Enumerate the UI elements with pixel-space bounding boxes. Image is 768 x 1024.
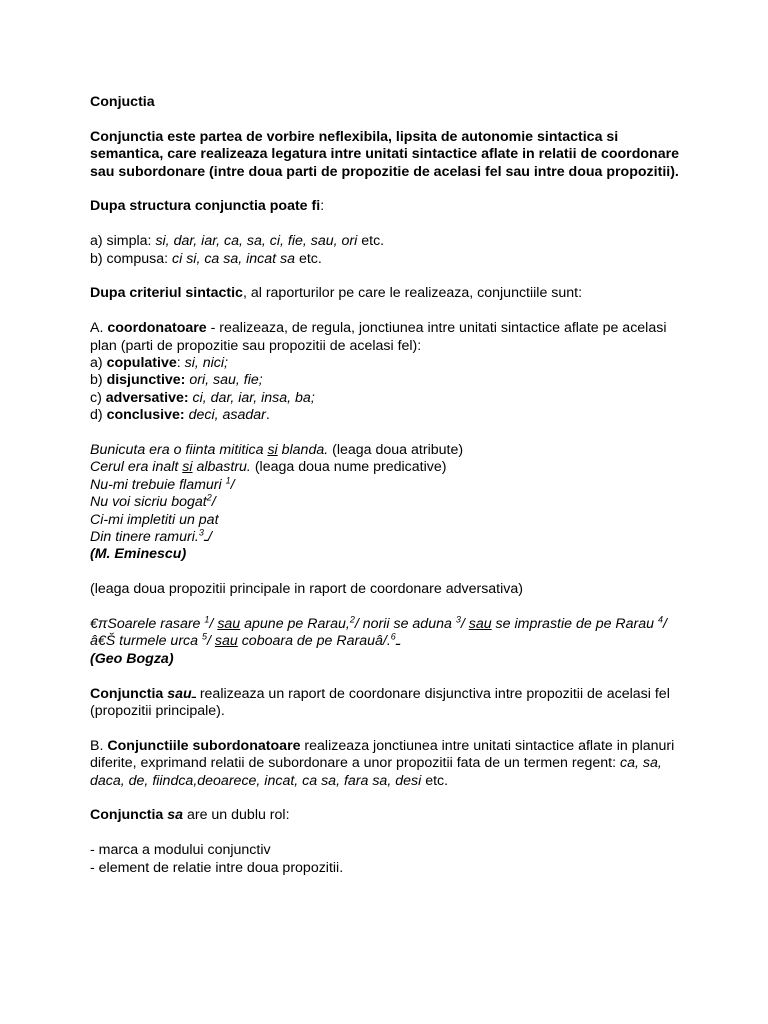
sa-paragraph (90, 807, 690, 824)
syntactic-heading: Dupa criteriul sintactic (90, 285, 243, 302)
example-text: se imprastie de pe Rarau (491, 616, 659, 633)
example-text: / (209, 616, 218, 633)
example-superscript: 1 (204, 614, 210, 625)
sa-label: Conjunctia (90, 807, 168, 824)
example-note: (leaga doua nume predicative) (250, 459, 447, 476)
subordinating-term: Conjunctiile subordonatoare (107, 737, 301, 754)
sau-word: sau (167, 685, 192, 702)
sau-label: Conjunctia (90, 685, 168, 702)
subordinating-examples: ca, sa, daca, de, fiindca,deoarece, incat, ca sa, fara sa, desi (90, 755, 662, 789)
example-text: / (207, 633, 215, 650)
verse-slash: / (230, 476, 235, 493)
example-text: /â€Š turmele urca (90, 616, 667, 650)
example-conjunction: si (182, 459, 193, 476)
structure-compound (90, 251, 690, 268)
example-superscript: 2 (349, 614, 355, 625)
subordinating-paragraph (90, 738, 690, 790)
example-sentence (90, 459, 690, 476)
example-text: / norii se aduna (354, 616, 456, 633)
item-examples: ci, dar, iar, insa, ba; (192, 389, 315, 406)
item-label: adversative: (105, 389, 189, 406)
item-examples: si, nici; (184, 355, 228, 372)
item-examples: deci, asadar (188, 407, 266, 424)
example-superscript: 5 (201, 631, 207, 642)
verse-superscript: 2 (206, 492, 212, 503)
example-conjunction: sau (217, 616, 241, 633)
compound-label: b) compusa: (90, 250, 173, 267)
item-prefix: b) (90, 372, 107, 389)
example-note: (leaga doua atribute) (328, 442, 464, 459)
verse-line (90, 494, 690, 511)
verse-line (90, 477, 690, 494)
example-text: / (460, 616, 469, 633)
syntactic-rest: , al raporturilor pe care le realizeaza, conjunctiile sunt: (242, 285, 583, 302)
item-examples: ori, sau, fie; (189, 372, 263, 389)
sa-list-item: - marca a modului conjunctiv (90, 842, 271, 859)
verse-superscript: 1 (225, 475, 231, 486)
coordinating-item (90, 407, 690, 424)
sa-rest: are un dublu rol: (183, 807, 290, 824)
coordinating-letter: A. (90, 320, 108, 337)
sau-paragraph (90, 686, 690, 721)
subordinating-description: realizeaza jonctiunea intre unitati sintactice aflate in planuri diferite, exprimand relatii de subordonare a unor propozitii fata de un termen regent: (90, 737, 675, 772)
example-superscript: 4 (658, 614, 664, 625)
example-text: Bunicuta era o fiinta mititica (90, 442, 268, 459)
example-superscript: 3 (455, 614, 461, 625)
example-conjunction: sau (214, 633, 238, 650)
item-label: copulative (106, 355, 177, 372)
example-conjunction: si (267, 442, 278, 459)
example-text: ـ (395, 633, 400, 650)
item-prefix: c) (90, 389, 106, 406)
structure-heading-text: Dupa structura conjunctia poate fi (90, 198, 321, 215)
example-text: coboara de pe Rarauâ/. (237, 633, 391, 650)
subordinating-letter: B. (90, 737, 108, 754)
coordinating-paragraph (90, 320, 690, 355)
verse-superscript: 3 (198, 527, 204, 538)
sa-word: sa (167, 807, 184, 824)
example-text: blanda. (277, 442, 329, 459)
example-superscript: 6 (390, 631, 396, 642)
verse-slash: / (211, 494, 216, 511)
simple-etc: etc. (357, 233, 385, 250)
item-prefix: a) (90, 355, 107, 372)
example-conjunction: sau (468, 616, 492, 633)
verse-text: Nu-mi trebuie flamuri (90, 476, 226, 493)
verse-line (90, 529, 690, 546)
document-body (90, 94, 690, 877)
item-label: conclusive: (106, 407, 185, 424)
definition-paragraph: Conjunctia este partea de vorbire neflexibila, lipsita de autonomie sintactica si semantica, care realizeaza legatura intre unitati sintactice aflate in relatii de coordonare sau subordonare (intre doua parti de propozitie de acelasi fel sau intre doua propozitii). (90, 128, 680, 180)
structure-simple (90, 233, 690, 250)
bogza-author: (Geo Bogza) (90, 650, 174, 667)
example-text: Cerul era inalt (90, 459, 183, 476)
coordinating-description: - realizeaza, de regula, jonctiunea intre unitati sintactice aflate pe acelasi plan (parti de propozitie sau propozitii de acelasi fel): (90, 320, 667, 354)
item-end: . (265, 407, 270, 424)
adversative-note: (leaga doua propozitii principale in raport de coordonare adversativa) (90, 581, 523, 598)
verse-text: Din tinere ramuri.ـ (90, 529, 208, 546)
item-label: disjunctive: (106, 372, 186, 389)
item-prefix: d) (90, 407, 107, 424)
verse-line: Ci-mi impletiti un pat (90, 511, 219, 528)
sau-rest: realizeaza un raport de coordonare disjunctiva intre propozitii de acelasi fel (propozitii principale). (90, 685, 670, 720)
subordinating-etc: etc. (421, 772, 449, 789)
example-sentence (90, 442, 690, 459)
compound-etc: etc. (295, 250, 322, 267)
coordinating-item (90, 355, 690, 372)
sa-list-item: - element de relatie intre doua propozitii. (90, 859, 344, 876)
item-sep: : (176, 355, 185, 372)
page-title: Conjuctia (90, 94, 155, 110)
example-text: albastru. (192, 459, 251, 476)
structure-heading-colon: : (320, 198, 325, 215)
coordinating-item (90, 390, 690, 407)
compound-examples: ci si, ca sa, incat sa (172, 250, 296, 267)
sau-glyph: ـ (191, 685, 196, 702)
simple-examples: si, dar, iar, ca, sa, ci, fie, sau, ori (155, 233, 358, 250)
syntactic-paragraph (90, 285, 690, 302)
verse-slash: / (208, 529, 212, 546)
verse-author: (M. Eminescu) (90, 546, 187, 563)
bogza-example (90, 616, 690, 651)
coordinating-item (90, 372, 690, 389)
example-text: apune pe Rarau, (240, 616, 350, 633)
structure-heading (90, 198, 690, 215)
example-text: €πSoarele rasare (90, 616, 205, 633)
verse-text: Nu voi sicriu bogat (90, 494, 207, 511)
coordinating-term: coordonatoare (107, 320, 207, 337)
simple-label: a) simpla: (90, 233, 156, 250)
